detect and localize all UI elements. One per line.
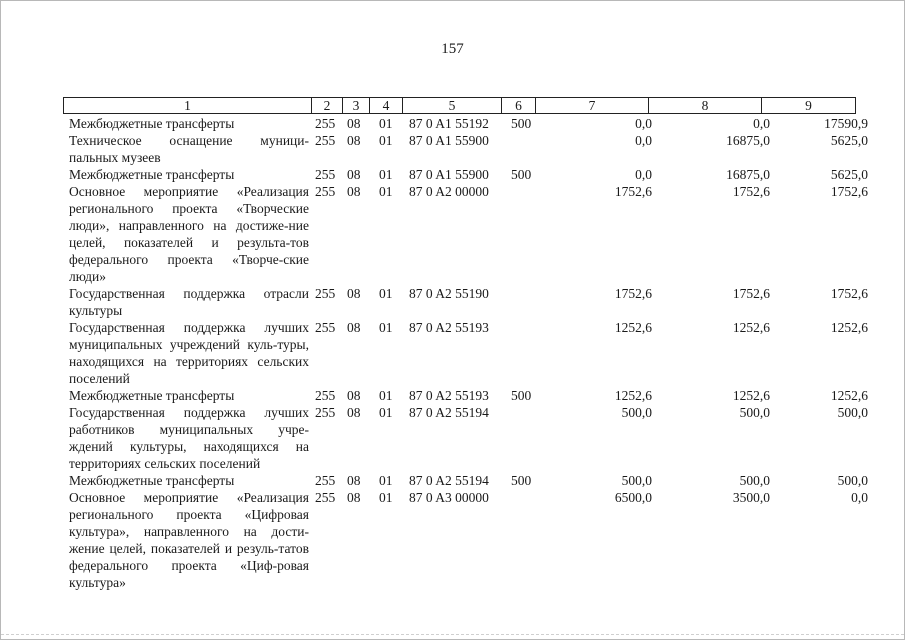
row-col-7: 0,0 — [635, 116, 652, 131]
row-col-5: 87 0 A1 55192 — [409, 116, 489, 131]
row-col-5: 87 0 A3 00000 — [409, 490, 489, 505]
table-body — [69, 115, 868, 591]
row-col-8: 500,0 — [739, 405, 770, 420]
row-col-6 — [509, 404, 547, 472]
row-col-2: 255 — [315, 320, 336, 335]
row-col-8: 500,0 — [739, 473, 770, 488]
row-col-9: 1252,6 — [830, 388, 868, 403]
row-col-2: 255 — [315, 167, 336, 182]
row-col-8: 16875,0 — [726, 133, 770, 148]
row-col-5: 87 0 A2 55190 — [409, 286, 489, 301]
row-col-2: 255 — [315, 133, 336, 148]
row-col-8: 16875,0 — [726, 167, 770, 182]
row-col-4: 01 — [379, 116, 393, 131]
row-col-5: 87 0 A2 00000 — [409, 184, 489, 199]
row-col-2: 255 — [315, 405, 336, 420]
row-col-9: 500,0 — [837, 405, 868, 420]
row-col-7: 6500,0 — [614, 490, 652, 505]
row-col-3: 08 — [347, 167, 361, 182]
row-col-6 — [509, 319, 547, 387]
row-col-7: 1752,6 — [614, 286, 652, 301]
row-col-5: 87 0 A1 55900 — [409, 133, 489, 148]
header-col-6: 6 — [502, 98, 536, 113]
row-col-2: 255 — [315, 116, 336, 131]
row-col-2: 255 — [315, 473, 336, 488]
header-col-4: 4 — [370, 98, 403, 113]
row-col-3: 08 — [347, 286, 361, 301]
header-col-8: 8 — [649, 98, 762, 113]
row-col-9: 0,0 — [851, 490, 868, 505]
table-row — [69, 132, 868, 166]
scan-bottom-edge — [1, 632, 904, 635]
row-col-3: 08 — [347, 473, 361, 488]
row-col-4: 01 — [379, 286, 393, 301]
row-col-8: 1252,6 — [732, 388, 770, 403]
row-col-4: 01 — [379, 388, 393, 403]
row-col-6: 500 — [511, 116, 532, 131]
row-col-9: 5625,0 — [830, 133, 868, 148]
row-col-6: 500 — [511, 167, 532, 182]
row-col-2: 255 — [315, 490, 336, 505]
row-col-3: 08 — [347, 133, 361, 148]
row-col-3: 08 — [347, 320, 361, 335]
row-col-6: 500 — [511, 473, 532, 488]
table-row — [69, 387, 868, 404]
row-col-8: 3500,0 — [732, 490, 770, 505]
row-col-8: 0,0 — [753, 116, 770, 131]
row-name: Техническое оснащение муници-пальных музеев — [69, 133, 309, 165]
row-col-7: 500,0 — [621, 473, 652, 488]
row-col-3: 08 — [347, 388, 361, 403]
row-col-6 — [509, 132, 547, 166]
row-name: Основное мероприятие «Реализация регионального проекта «Творческие люди», направленного на достиже-ние целей, показателей и результа-тов федерального проекта «Творче-ские люди» — [69, 184, 309, 284]
header-col-3: 3 — [343, 98, 370, 113]
row-col-9: 500,0 — [837, 473, 868, 488]
header-col-1: 1 — [64, 98, 312, 113]
row-col-2: 255 — [315, 388, 336, 403]
row-col-8: 1252,6 — [732, 320, 770, 335]
row-col-2: 255 — [315, 184, 336, 199]
table-row — [69, 115, 868, 132]
row-col-6: 500 — [511, 388, 532, 403]
table-row — [69, 404, 868, 472]
table-row — [69, 489, 868, 591]
row-col-3: 08 — [347, 184, 361, 199]
table-header — [63, 97, 856, 114]
row-col-5: 87 0 A2 55194 — [409, 405, 489, 420]
row-col-4: 01 — [379, 133, 393, 148]
row-col-9: 1252,6 — [830, 320, 868, 335]
row-col-9: 1752,6 — [830, 184, 868, 199]
row-col-3: 08 — [347, 116, 361, 131]
header-col-5: 5 — [403, 98, 502, 113]
row-col-7: 0,0 — [635, 133, 652, 148]
row-col-7: 1252,6 — [614, 320, 652, 335]
table-row — [69, 319, 868, 387]
row-name: Государственная поддержка отрасли культуры — [69, 286, 309, 318]
row-col-6 — [509, 489, 547, 591]
row-col-7: 500,0 — [621, 405, 652, 420]
row-col-5: 87 0 A2 55194 — [409, 473, 489, 488]
row-col-9: 1752,6 — [830, 286, 868, 301]
row-col-4: 01 — [379, 473, 393, 488]
row-name: Государственная поддержка лучших работников муниципальных учре-ждений культуры, находящихся на территориях сельских поселений — [69, 405, 309, 471]
header-col-7: 7 — [536, 98, 649, 113]
header-col-9: 9 — [805, 98, 812, 113]
row-col-3: 08 — [347, 405, 361, 420]
row-col-4: 01 — [379, 490, 393, 505]
row-col-7: 0,0 — [635, 167, 652, 182]
row-col-9: 17590,9 — [824, 116, 868, 131]
row-name: Государственная поддержка лучших муниципальных учреждений куль-туры, находящихся на территориях сельских поселений — [69, 320, 309, 386]
row-col-6 — [509, 285, 547, 319]
row-name: Межбюджетные трансферты — [69, 167, 235, 182]
row-col-4: 01 — [379, 320, 393, 335]
row-col-7: 1752,6 — [614, 184, 652, 199]
table-row — [69, 183, 868, 285]
table-row — [69, 472, 868, 489]
header-col-2: 2 — [312, 98, 343, 113]
row-col-8: 1752,6 — [732, 184, 770, 199]
row-col-3: 08 — [347, 490, 361, 505]
row-col-4: 01 — [379, 405, 393, 420]
row-col-8: 1752,6 — [732, 286, 770, 301]
page-number: 157 — [441, 41, 464, 57]
row-col-2: 255 — [315, 286, 336, 301]
row-col-6 — [509, 183, 547, 285]
row-col-4: 01 — [379, 167, 393, 182]
table-row — [69, 166, 868, 183]
row-name: Межбюджетные трансферты — [69, 116, 235, 131]
row-col-5: 87 0 A2 55193 — [409, 388, 489, 403]
row-col-5: 87 0 A2 55193 — [409, 320, 489, 335]
row-col-5: 87 0 A1 55900 — [409, 167, 489, 182]
row-name: Межбюджетные трансферты — [69, 473, 235, 488]
row-col-4: 01 — [379, 184, 393, 199]
row-col-9: 5625,0 — [830, 167, 868, 182]
row-col-7: 1252,6 — [614, 388, 652, 403]
row-name: Межбюджетные трансферты — [69, 388, 235, 403]
row-name: Основное мероприятие «Реализация регионального проекта «Цифровая культура», направленного на дости-жение целей, показателей и резуль-татов федерального проекта «Циф-ровая культура» — [69, 490, 309, 590]
table-row — [69, 285, 868, 319]
